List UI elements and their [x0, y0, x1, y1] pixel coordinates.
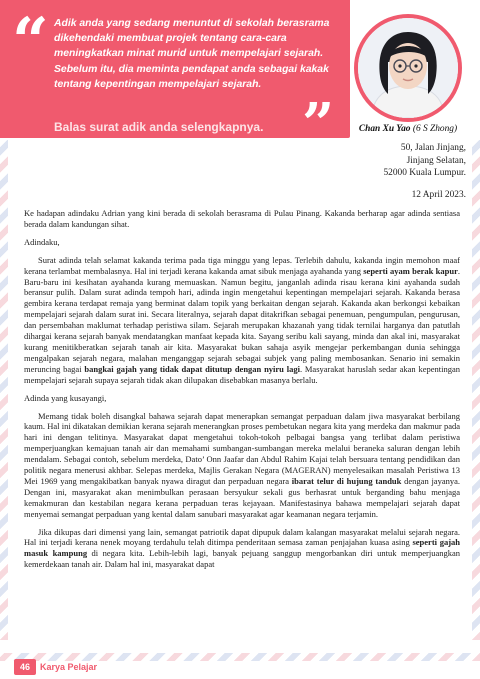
author-portrait-icon: [358, 18, 458, 118]
paragraph-text: Surat adinda telah selamat kakanda terima pada tiga minggu yang lepas. Terlebih dahulu, kakanda ingin memohon maaf kerana terlambat membalasnya. Hal ini terjadi kerana kakanda amat sibuk menjaga ayahanda yang: [24, 254, 460, 276]
address-line: Jinjang Selatan,: [406, 155, 466, 166]
idiom-highlight: bangkai gajah yang tidak dapat ditutup dengan nyiru lagi: [84, 363, 300, 374]
idiom-highlight: ibarat telur di hujung tanduk: [291, 475, 402, 486]
author-caption: [338, 124, 478, 134]
prompt-banner: [0, 0, 350, 157]
author-photo: [354, 14, 462, 122]
idiom-highlight: seperti gajah masuk kampung: [24, 537, 460, 559]
airmail-border-left: [0, 140, 8, 640]
paragraph-1: [24, 255, 460, 386]
paragraph-text: . Baru-baru ini kesihatan ayahanda kurang memuaskan. Namun begitu, janganlah adinda risau kerana kini ayahanda sudah beransur pulih. Dalam surat adinda tempoh hari, adinda ingin mengetahui kepentingan mempelajari sejarah. Kakanda berasa gembira kerana terdapat remaja yang berminat dalam topik yang berkaitan dengan sejarah. Kakanda akan berkongsi kebaikan mempelajari sejarah dalam surat ini. Secara literalnya, sejarah dapat ditakrifkan sebagai penemuan, pengumpulan, pengurusan, dan persembahan maklumat terhadap peristiwa silam. Sejarah merupakan khazanah yang tidak ternilai harganya dan patutlah dihargai kerana sejarah banyak mendatangkan manfaat kepada kita. Sayang seribu kali sayang, minda dan akal ini, masyarakat kurang menitikberatkan sejarah tanah air kita. Masyarakat bukan sahaja asyik mengejar perkembangan dunia sehingga mengalpakan sejarah negara, malahan menganggap sejarah sebagai subjek yang paling membosankan. Senario ini semakin meruncing bagai: [24, 265, 460, 374]
section-label: Karya Pelajar: [40, 662, 98, 672]
paragraph-text: . Masyarakat haruslah sedar akan kepentingan mempelajari sejarah supaya sejarah tidak akan dilupakan disebabkan masanya berlalu.: [24, 363, 461, 385]
address-line: 50, Jalan Jinjang,: [400, 143, 466, 153]
close-quote-icon: ”: [302, 91, 335, 157]
greeting: Adinda yang kusayangi,: [24, 392, 107, 403]
letter-date: 12 April 2023.: [411, 190, 466, 200]
airmail-border-right: [472, 140, 480, 640]
idiom-highlight: seperti ayam berak kapur: [363, 265, 458, 276]
paragraph-text: Memang tidak boleh disangkal bahawa sejarah dapat menerapkan semangat perpaduan dalam jiwa masyarakat berbilang kaum. Hal ini dikatakan demikian kerana sejarah menerangkan proses pembetukan negara kita yang merdeka dan makmur pada hari ini dengan telitinya. Masyarakat dapat mengetahui tokoh-tokoh pelbagai bangsa yang terlibat dalam peristiwa memperjuangkan kemajuan tanah air dan memahami sumbangan-sumbangan mereka melalui beraneka saluran dengan lebih mendalam. Sebagai contoh, sebelum merdeka, Dato’ Onn Jaafar dan Abdul Rahim Kajai telah bersuara tentang pendidikan dan politik negara menerusi akhbar. Selepas merdeka, Majlis Gerakan Negara (MAGERAN) menyelesaikan masalah Peristiwa 13 Mei 1969 yang mengakibatkan banyak nyawa diragut dan perpaduan negara: [24, 410, 460, 486]
author-class: (6 S Zhong): [412, 124, 458, 134]
sender-address: [286, 142, 466, 180]
address-line: 52000 Kuala Lumpur.: [383, 168, 466, 179]
page-footer: [14, 659, 97, 675]
prompt-text: Adik anda yang sedang menuntut di sekolah berasrama dikehendaki membuat projek tentang cara-cara meningkatkan minat murid untuk mempelajari sejarah. Sebelum itu, dia meminta pendapat anda sebagai kakak tentang kepentingan mempelajari sejarah.: [54, 18, 330, 90]
paragraph-text: di negara kita. Lebih-lebih lagi, banyak pejuang sanggup mengorbankan diri untuk memperjuangkan kemerdekaan tanah air. Dalam hal ini, masyarakat dapat: [24, 548, 460, 570]
author-name: Chan Xu Yao: [358, 124, 411, 134]
letter-body: [24, 208, 460, 577]
page-number: 46: [14, 659, 36, 675]
open-quote-icon: “: [12, 4, 49, 79]
recipient-line: Ke hadapan adindaku Adrian yang kini berada di sekolah berasrama di Pulau Pinang. Kakanda berharap agar adinda sentiasa berada dalam kandungan sihat.: [24, 208, 460, 229]
paragraph-text: dengan jayanya. Dengan ini, masyarakat akan menimbulkan perasaan bersyukur sekali gus berhasrat untuk berganding bahu menjaga kemakmuran dan kestabilan negara kerana perpaduan teras kejayaan. Manifestasinya bahawa mempelajari sejarah dapat menyemai semangat perpaduan yang kental dalam sanubari masyarakat agar keamanan negara terjamin.: [24, 475, 460, 519]
prompt-instruction: Balas surat adik anda selengkapnya.: [54, 120, 264, 134]
paragraph-3: [24, 527, 460, 571]
greeting: Adindaku,: [24, 236, 60, 247]
paragraph-2: [24, 411, 460, 520]
paragraph-text: Jika dikupas dari dimensi yang lain, semangat patriotik dapat dipupuk dalam kalangan masyarakat melalui sejarah negara. Hal ini terjadi kerana nenek moyang terdahulu telah ditimpa penderitaan semasa zaman penjajahan kuasa asing: [24, 526, 460, 548]
